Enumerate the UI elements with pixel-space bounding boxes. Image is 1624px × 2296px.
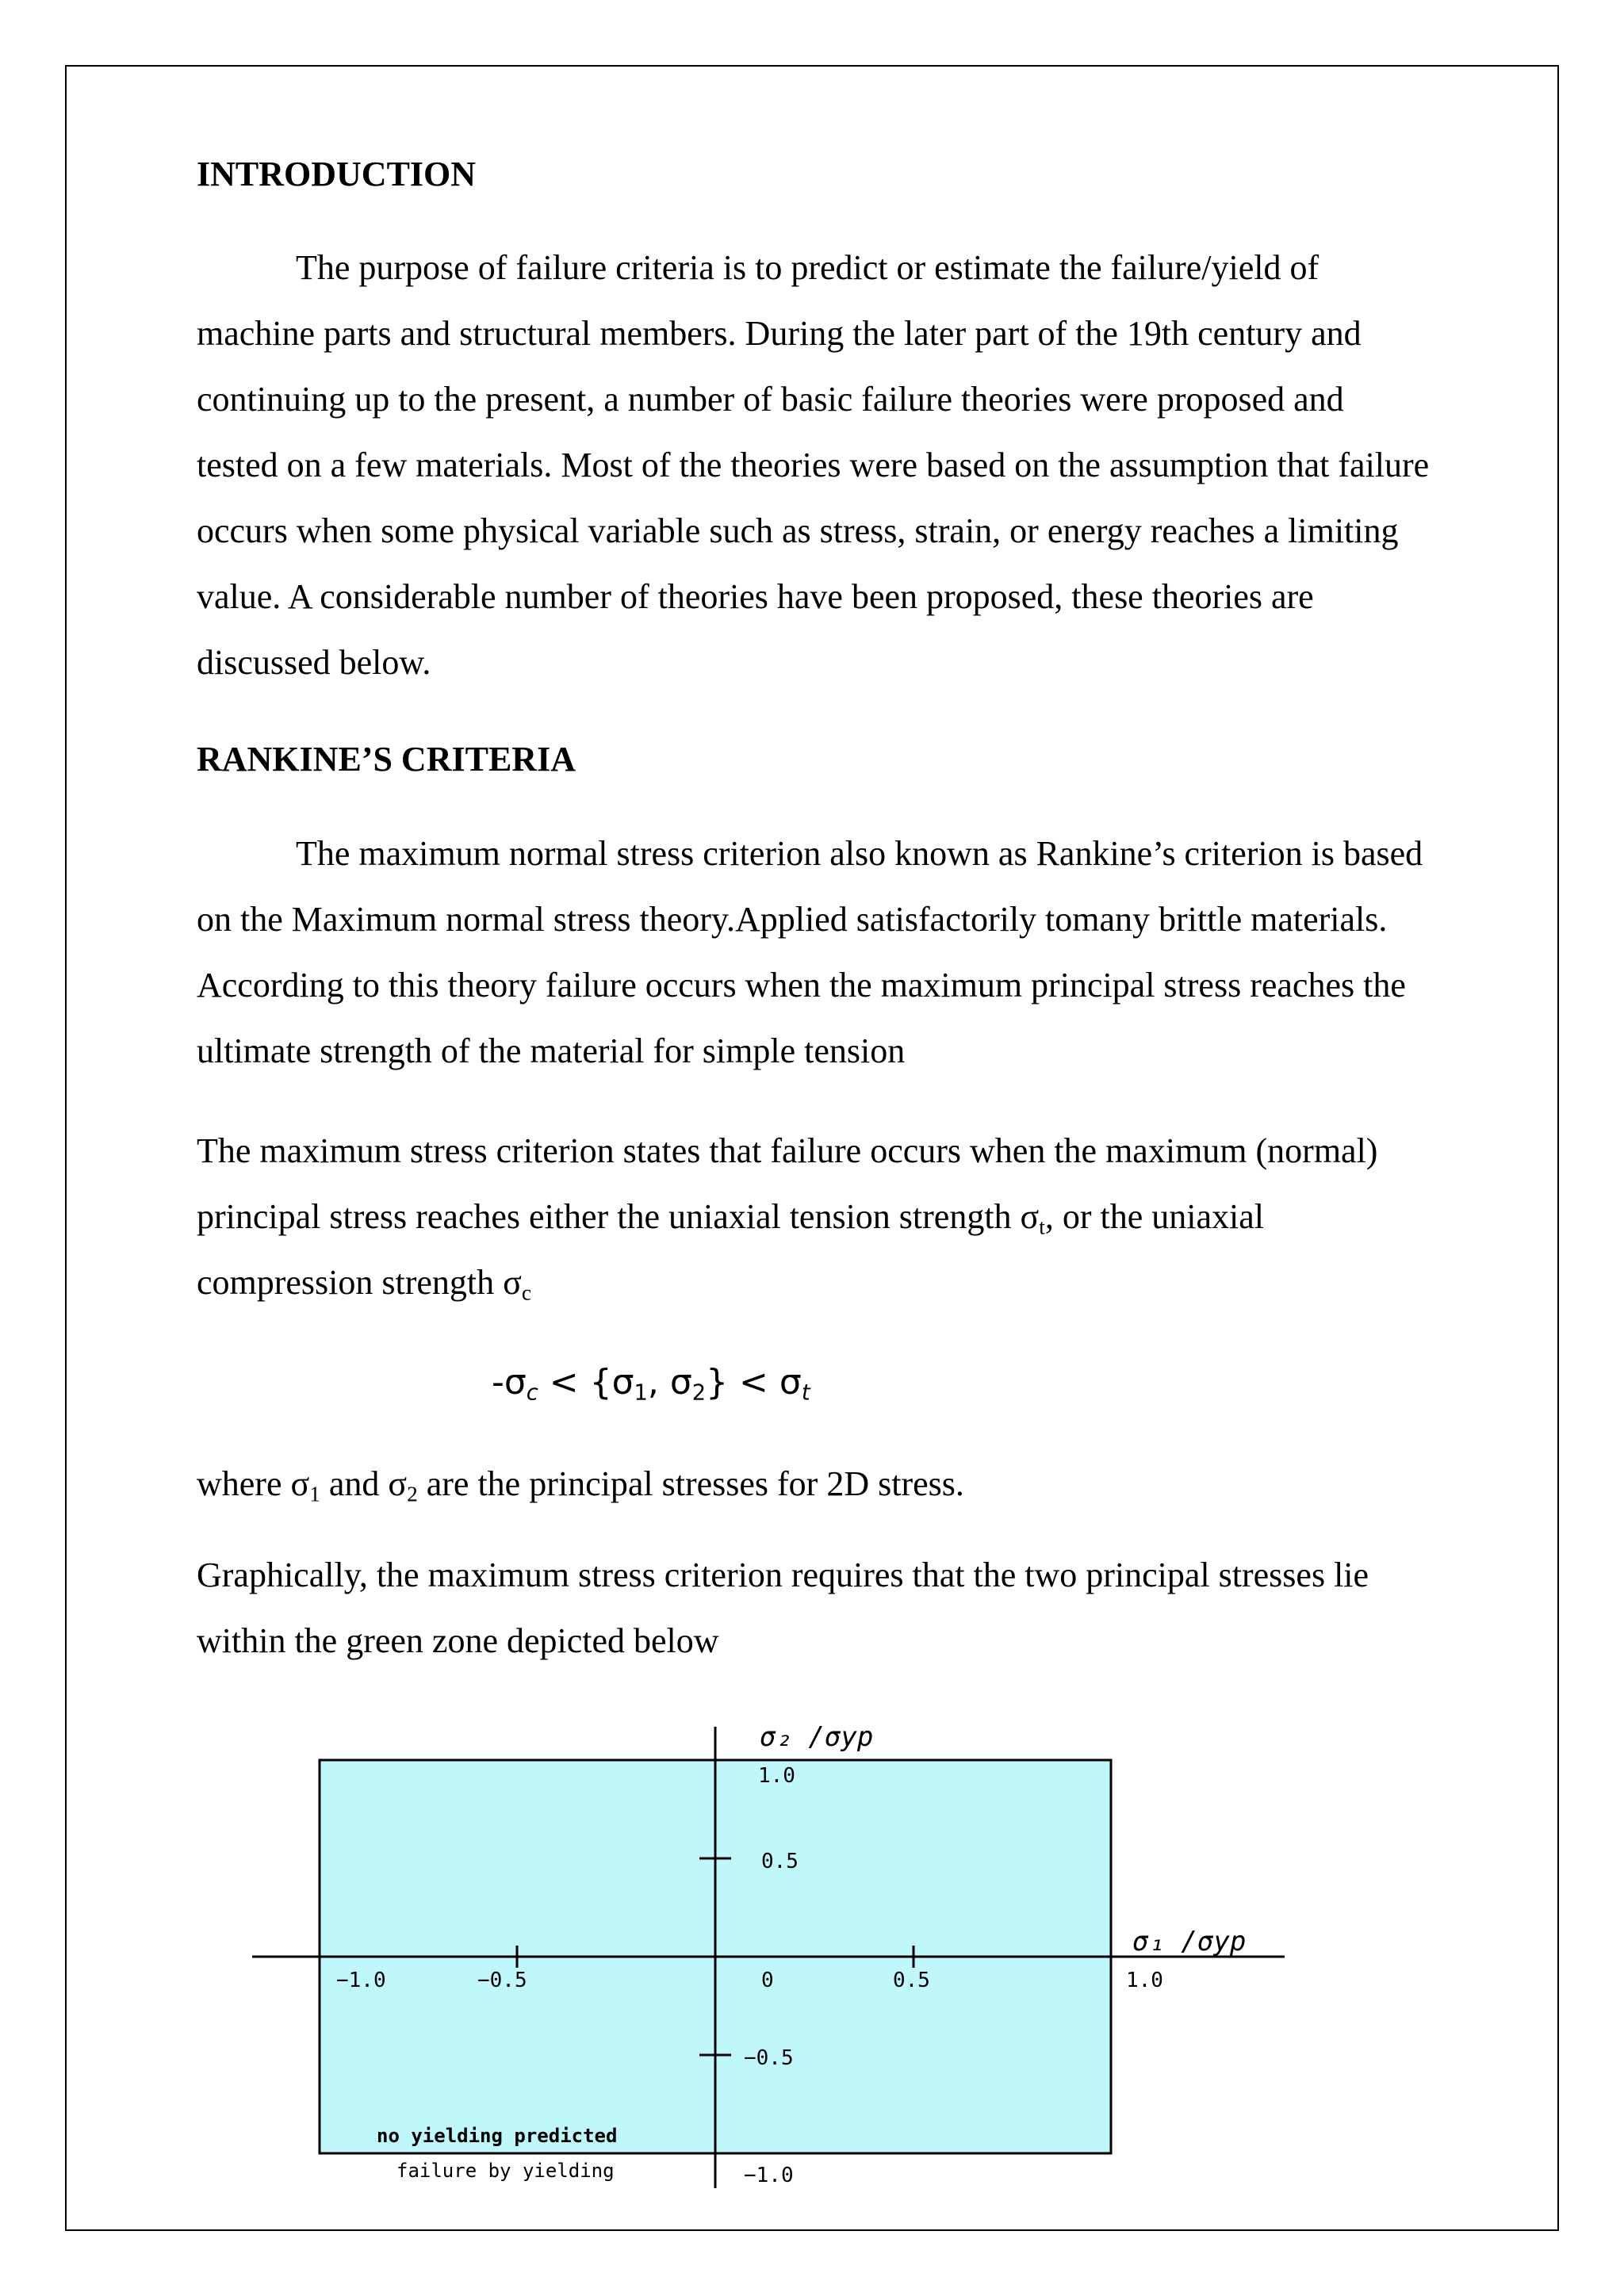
formula-sub-1: c [526, 1380, 538, 1406]
graph-intro-paragraph: Graphically, the maximum stress criterion requires that the two principal stresses lie within the green zone depicted below [197, 1556, 1369, 1660]
y-tick-label-1: 1.0 [758, 1764, 795, 1788]
max-stress-paragraph [197, 1118, 1434, 1315]
formula-sub-4: t [801, 1380, 810, 1406]
where-text-1: where σ [197, 1464, 310, 1503]
where-text-3: are the principal stresses for 2D stress. [417, 1464, 964, 1503]
where-sub-1: 1 [309, 1482, 320, 1506]
formula-sub-2: 1 [634, 1380, 648, 1406]
x-axis-label: σ₁ /σyp [1132, 1926, 1247, 1957]
y-tick-label-0-5: 0.5 [761, 1850, 799, 1873]
where-text-2: and σ [320, 1464, 408, 1503]
x-tick-label-minus-0-5: −0.5 [477, 1969, 527, 1992]
y-tick-label-minus-0-5: −0.5 [744, 2046, 794, 2070]
sigma-c-subscript: c [521, 1280, 531, 1305]
x-tick-label-0: 0 [761, 1969, 774, 1992]
rankine-failure-diagram [238, 1712, 1316, 2204]
where-sub-2: 2 [407, 1482, 418, 1506]
y-axis-label: σ₂ /σyp [760, 1721, 874, 1753]
formula-part-2: < {σ [538, 1362, 634, 1402]
formula-part-3: , σ [647, 1362, 692, 1402]
x-tick-label-0-5: 0.5 [893, 1969, 930, 1992]
rankine-paragraph: The maximum normal stress criterion also known as Rankine’s criterion is based on the Maximum normal stress theory.Applied satisfactorily tomany brittle materials. According to this theory failure occurs when the maximum principal stress reaches the ultimate strength of the material for simple tension [197, 834, 1423, 1070]
max-stress-text-2: , or the uniaxial compression strength σ [197, 1197, 1264, 1302]
inner-zone-label: no yielding predicted [377, 2125, 618, 2147]
rankine-heading: RANKINE’S CRITERIA [197, 740, 576, 779]
x-tick-label-minus-1: −1.0 [336, 1969, 386, 1992]
y-tick-label-minus-1: −1.0 [744, 2164, 794, 2187]
formula-sub-3: 2 [691, 1380, 707, 1406]
where-paragraph [197, 1451, 1434, 1517]
rankine-formula [197, 1349, 1624, 1415]
max-stress-text-1: The maximum stress criterion states that failure occurs when the maximum (normal) principal stress reaches either the uniaxial tension strength σ [197, 1131, 1378, 1236]
formula-part-1: -σ [492, 1362, 527, 1402]
introduction-heading: INTRODUCTION [197, 155, 477, 193]
introduction-paragraph: The purpose of failure criteria is to predict or estimate the failure/yield of machine parts and structural members. During the later part of the 19th century and continuing up to the present, a number of basic failure theories were proposed and tested on a few materials. Most of the theories were based on the assumption that failure occurs when some physical variable such as stress, strain, or energy reaches a limiting value. A considerable number of theories have been proposed, these theories are discussed below. [197, 248, 1430, 682]
formula-part-4: } < σ [706, 1362, 802, 1402]
sigma-t-subscript: t [1039, 1215, 1045, 1239]
outer-zone-label: failure by yielding [396, 2160, 615, 2182]
x-tick-label-1: 1.0 [1126, 1969, 1163, 1992]
